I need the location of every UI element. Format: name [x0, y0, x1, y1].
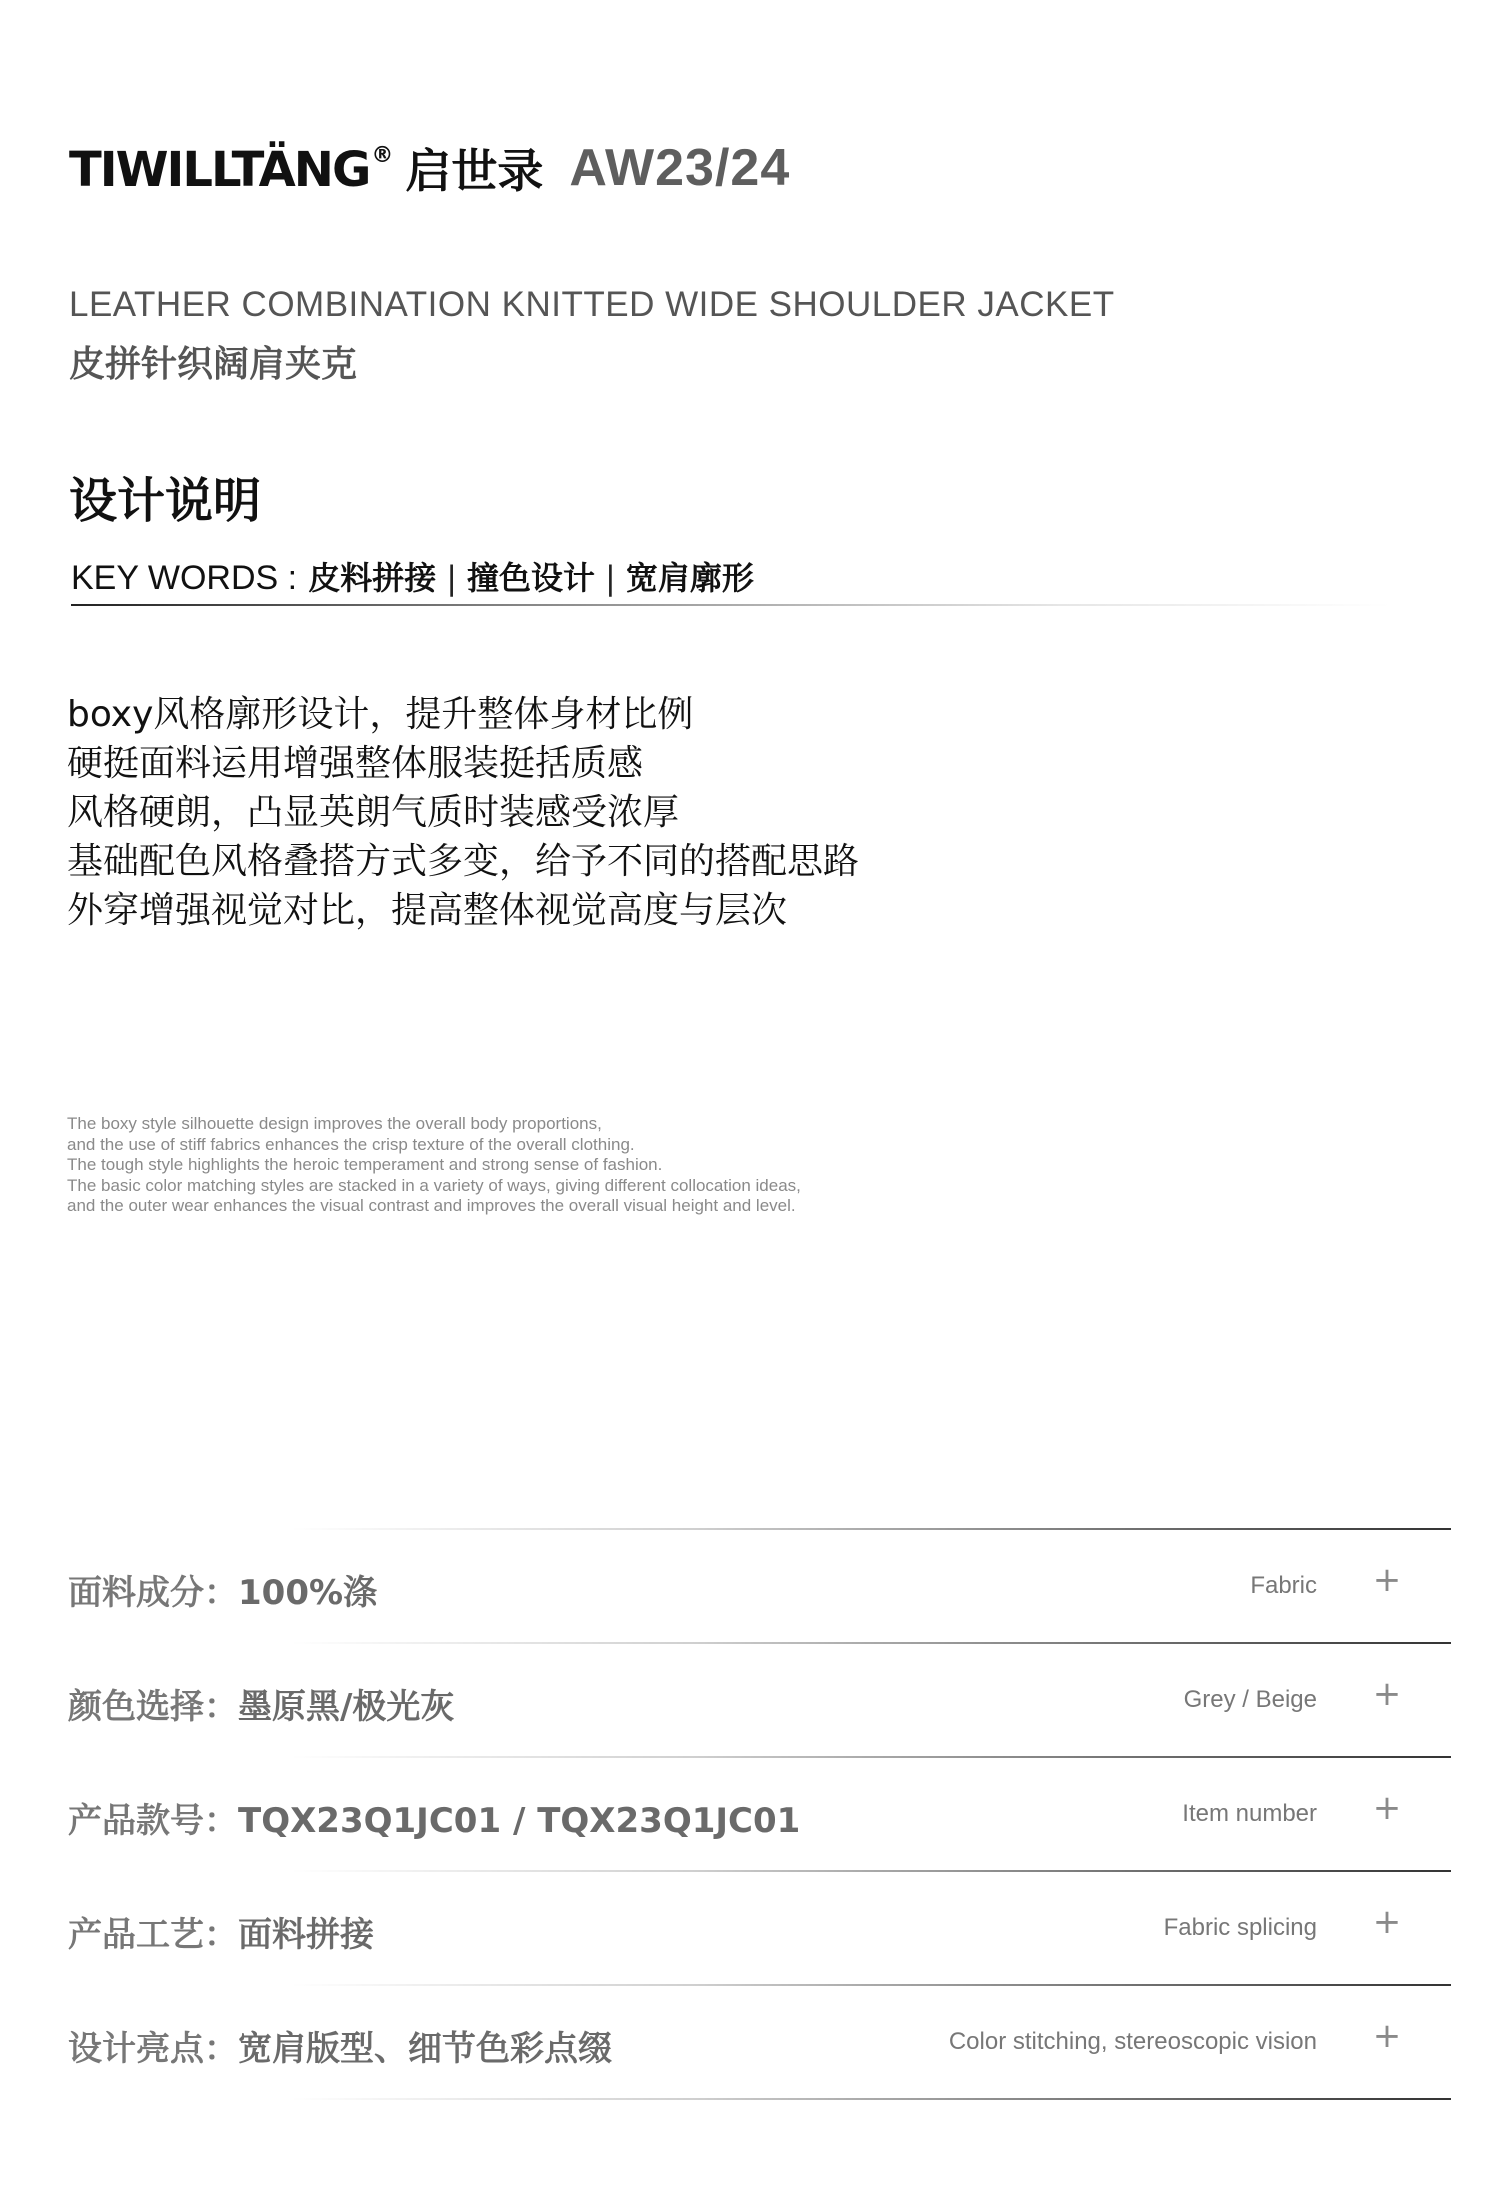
keyword-separator: |: [446, 559, 458, 597]
expand-plus-icon[interactable]: +: [1372, 1788, 1402, 1828]
spec-row-fabric[interactable]: [0, 1528, 1500, 1642]
keywords-label: KEY WORDS :: [71, 559, 298, 597]
spec-value: 宽肩版型、细节色彩点缀: [238, 2029, 612, 2069]
brand-chinese-name: 启世录: [405, 144, 544, 198]
divider: [291, 1756, 1451, 1758]
spec-value: 墨原黑/极光灰: [238, 1687, 455, 1727]
description-cn-line: boxy风格廓形设计，提升整体身材比例: [67, 694, 694, 735]
season-label: AW23/24: [569, 139, 791, 197]
design-heading: 设计说明: [69, 473, 262, 529]
keyword-separator: |: [605, 559, 616, 597]
description-en-line: The basic color matching styles are stacked in a variety of ways, giving different collocation ideas,: [67, 1175, 801, 1195]
description-en: [67, 1114, 801, 1217]
description-en-line: and the use of stiff fabrics enhances the crisp texture of the overall clothing.: [67, 1134, 635, 1154]
spec-label: [68, 1907, 374, 1956]
spec-value: 100%涤: [238, 1573, 378, 1613]
divider: [291, 2098, 1451, 2100]
expand-plus-icon[interactable]: +: [1372, 1560, 1402, 1600]
expand-plus-icon[interactable]: +: [1372, 2016, 1402, 2056]
spec-row-color[interactable]: [0, 1642, 1500, 1756]
spec-value: 面料拼接: [238, 1915, 374, 1955]
spec-label: [68, 1793, 800, 1842]
spec-value: TQX23Q1JC01 / TQX23Q1JC01: [238, 1801, 801, 1841]
spec-key: 产品工艺：: [68, 1915, 238, 1955]
divider: [291, 1984, 1451, 1986]
brand-header: [69, 139, 791, 198]
description-cn-line: 外穿增强视觉对比，提高整体视觉高度与层次: [67, 890, 788, 931]
spec-english: Color stitching, stereoscopic vision: [948, 2028, 1317, 2055]
description-cn-line: 硬挺面料运用增强整体服装挺括质感: [67, 743, 644, 784]
description-en-line: and the outer wear enhances the visual contrast and improves the overall visual height and level.: [67, 1196, 796, 1215]
description-cn-line: 基础配色风格叠搭方式多变，给予不同的搭配思路: [67, 841, 860, 882]
spec-label: [68, 1565, 377, 1614]
expand-plus-icon[interactable]: +: [1372, 1902, 1402, 1942]
expand-plus-icon[interactable]: +: [1372, 1674, 1402, 1714]
spec-english: Fabric splicing: [1163, 1914, 1317, 1941]
spec-key: 设计亮点：: [68, 2029, 238, 2069]
spec-label: [68, 2021, 612, 2070]
brand-logo: TIWILLTÄNG: [69, 142, 370, 198]
spec-english: Item number: [1182, 1800, 1317, 1827]
spec-row-highlights[interactable]: [0, 1984, 1500, 2098]
spec-english: Grey / Beige: [1183, 1686, 1317, 1713]
spec-row-item-number[interactable]: [0, 1756, 1500, 1870]
spec-english: Fabric: [1250, 1572, 1317, 1599]
description-en-line: The tough style highlights the heroic temperament and strong sense of fashion.: [67, 1155, 663, 1174]
keyword: 皮料拼接: [308, 559, 437, 597]
spec-list: [0, 1528, 1500, 2098]
spec-key: 面料成分：: [68, 1573, 238, 1613]
keyword: 撞色设计: [467, 559, 596, 597]
spec-label: [68, 1679, 454, 1728]
description-en-line: The boxy style silhouette design improves the overall body proportions,: [67, 1114, 602, 1133]
divider: [291, 1870, 1451, 1872]
spec-key: 颜色选择：: [68, 1687, 238, 1727]
product-title-cn: 皮拼针织阔肩夹克: [69, 344, 358, 385]
divider: [291, 1642, 1451, 1644]
description-cn: [67, 690, 859, 935]
keyword: 宽肩廓形: [625, 559, 754, 597]
spec-row-craft[interactable]: [0, 1870, 1500, 1984]
registered-mark: ®: [371, 143, 394, 168]
keywords-underline: [71, 604, 1391, 606]
description-cn-line: 风格硬朗，凸显英朗气质时装感受浓厚: [67, 792, 680, 833]
product-title-en: LEATHER COMBINATION KNITTED WIDE SHOULDER JACKET: [69, 285, 1115, 324]
spec-key: 产品款号：: [68, 1801, 238, 1841]
keywords-line: [71, 553, 754, 599]
divider: [291, 1528, 1451, 1530]
